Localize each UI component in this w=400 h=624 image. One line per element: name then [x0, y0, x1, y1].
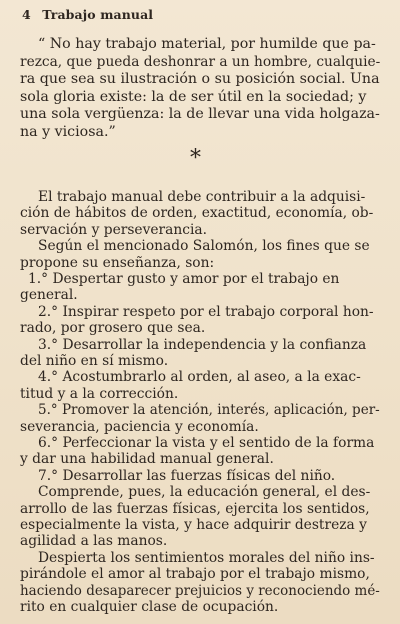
- quote-line: una sola vergüenza: la de llevar una vida holgaza-: [20, 106, 380, 122]
- quote-line: rezca, que pueda deshonrar a un hombre, cualquie-: [20, 53, 381, 70]
- list-item: 2.° Inspirar respeto por el trabajo corporal hon-: [38, 303, 374, 320]
- body-line: pirándole el amor al trabajo por el trabajo mismo,: [20, 566, 370, 583]
- body-line: Comprende, pues, la educación general, el des-: [38, 484, 371, 501]
- list-item: 1.° Despertar gusto y amor por el trabajo en: [28, 271, 340, 287]
- body-line: severancia, paciencia y economía.: [20, 418, 259, 435]
- body-line: rado, por grosero que sea.: [20, 320, 206, 337]
- list-item: 5.° Promover la atención, interés, aplicación, per-: [38, 402, 380, 419]
- body-line: arrollo de las fuerzas físicas, ejercita los sentidos,: [20, 500, 370, 517]
- body-line: agilidad a las manos.: [20, 533, 168, 550]
- body-line: propone su enseñanza, son:: [20, 254, 215, 271]
- body-line: haciendo desaparecer prejuicios y reconociendo mé-: [20, 582, 380, 599]
- quote-line: sola gloria existe: la de ser útil en la sociedad; y: [20, 88, 367, 105]
- body-line: especialmente la vista, y hace adquirir destreza y: [20, 517, 367, 533]
- body-line: y dar una habilidad manual general.: [20, 451, 274, 468]
- page-number: 4: [22, 7, 31, 22]
- running-header: [22, 7, 153, 22]
- body-line: El trabajo manual debe contribuir a la adquisi-: [38, 189, 366, 205]
- list-item: 6.° Perfeccionar la vista y el sentido de la forma: [38, 435, 375, 451]
- body-line: ción de hábitos de orden, exactitud, economía, ob-: [20, 205, 374, 222]
- section-separator: *: [190, 146, 201, 171]
- quote-line: “ No hay trabajo material, por humilde que pa-: [38, 36, 376, 52]
- quote-line: ra que sea su ilustración o su posición social. Una: [20, 71, 380, 87]
- quote-line: na y viciosa.”: [20, 123, 116, 140]
- body-line: Despierta los sentimientos morales del niño ins-: [38, 549, 375, 566]
- body-line: rito en cualquier clase de ocupación.: [20, 599, 279, 615]
- body-line: Según el mencionado Salomón, los fines que se: [38, 238, 370, 255]
- body-line: general.: [20, 287, 78, 304]
- list-item: 3.° Desarrollar la independencia y la confianza: [38, 336, 367, 353]
- list-item: 4.° Acostumbrarlo al orden, al aseo, a la exac-: [38, 369, 361, 386]
- body-line: del niño en sí mismo.: [20, 353, 169, 369]
- body-line: titud y a la corrección.: [20, 385, 179, 402]
- body-line: servación y perseverancia.: [20, 221, 208, 238]
- list-item: 7.° Desarrollar las fuerzas físicas del niño.: [38, 467, 336, 484]
- running-title: Trabajo manual: [42, 7, 154, 22]
